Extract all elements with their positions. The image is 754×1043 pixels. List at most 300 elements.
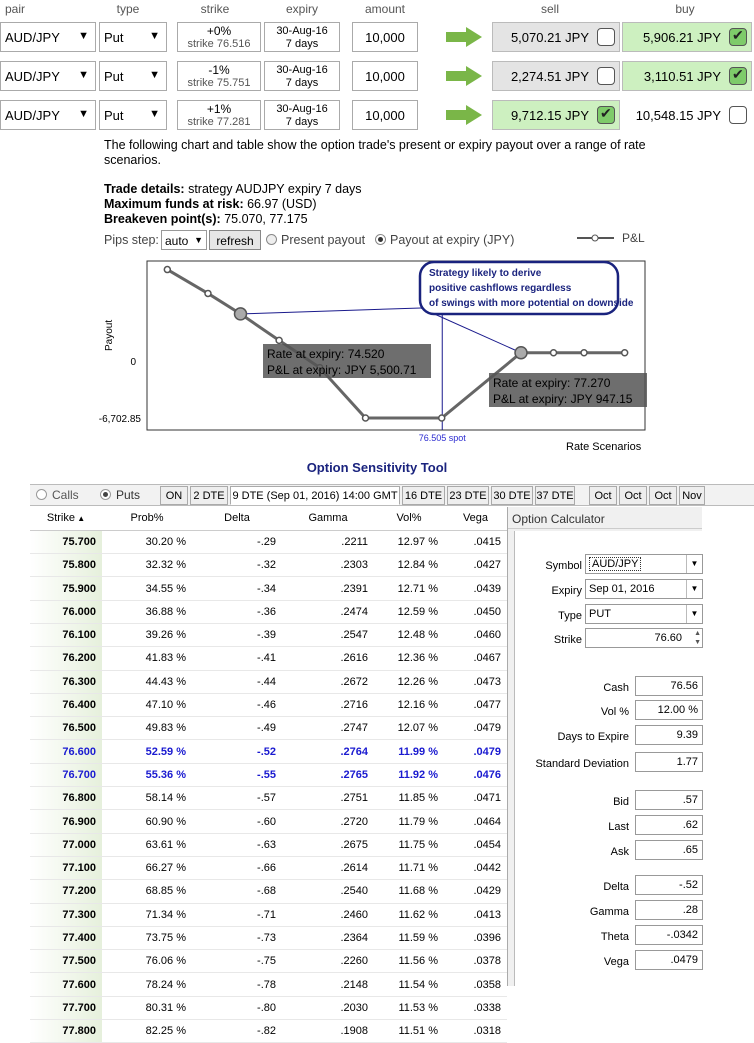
pl-data-point[interactable] — [235, 308, 247, 320]
column-header[interactable]: Vega — [444, 507, 507, 530]
pl-data-point[interactable] — [439, 415, 445, 421]
table-cell: 47.10 % — [102, 693, 192, 716]
table-cell: 12.48 % — [374, 623, 444, 646]
amount-field[interactable]: 10,000 — [352, 22, 418, 52]
table-row[interactable] — [30, 903, 507, 926]
pair-select[interactable]: AUD/JPY ▼ — [0, 100, 96, 130]
table-cell: -.32 — [192, 554, 282, 577]
table-cell: 11.71 % — [374, 856, 444, 879]
table-cell: -.44 — [192, 670, 282, 693]
table-cell: 75.700 — [30, 530, 102, 553]
table-cell: .2747 — [282, 717, 374, 740]
tooltip-text: P&L at expiry: JPY 947.15 — [493, 392, 633, 406]
table-cell: .2260 — [282, 950, 374, 973]
table-cell: .2540 — [282, 880, 374, 903]
table-cell: 77.300 — [30, 903, 102, 926]
table-cell: .2764 — [282, 740, 374, 763]
expiry-date: 30-Aug-16 — [276, 64, 328, 76]
table-row[interactable] — [30, 693, 507, 716]
puts-label: Puts — [116, 488, 141, 502]
annotation-line: Strategy likely to derive — [429, 268, 542, 279]
table-cell: 12.26 % — [374, 670, 444, 693]
table-cell: .0471 — [444, 787, 507, 810]
buy-checkbox[interactable] — [729, 67, 747, 85]
table-cell: .0415 — [444, 530, 507, 553]
table-cell: .0450 — [444, 600, 507, 623]
table-row[interactable] — [30, 670, 507, 693]
table-cell: .2364 — [282, 926, 374, 949]
table-cell: -.46 — [192, 693, 282, 716]
expiry-date: 30-Aug-16 — [276, 25, 328, 37]
table-cell: 73.75 % — [102, 926, 192, 949]
sell-checkbox[interactable] — [597, 106, 615, 124]
delta-field[interactable]: -.52 — [635, 875, 703, 895]
column-header[interactable]: Vol% — [374, 507, 444, 530]
table-cell: .2765 — [282, 763, 374, 786]
table-cell: 76.700 — [30, 763, 102, 786]
buy-price[interactable]: 3,110.51 JPY ✔ — [622, 61, 752, 91]
table-cell: 41.83 % — [102, 647, 192, 670]
expiry-days: 7 days — [285, 38, 319, 50]
expiry-payout-label: Payout at expiry (JPY) — [390, 233, 515, 247]
table-cell: 77.500 — [30, 950, 102, 973]
table-row[interactable] — [30, 833, 507, 856]
tab-30-dte[interactable]: 30 DTE — [491, 486, 533, 505]
gamma-label: Gamma — [589, 906, 629, 918]
gamma-field[interactable]: .28 — [635, 900, 703, 920]
chevron-down-icon: ▼ — [78, 108, 89, 120]
table-cell: 12.59 % — [374, 600, 444, 623]
table-cell: .0396 — [444, 926, 507, 949]
option-calculator — [507, 507, 702, 986]
table-cell: 12.07 % — [374, 717, 444, 740]
table-cell: 76.100 — [30, 623, 102, 646]
table-cell: 12.84 % — [374, 554, 444, 577]
table-cell: -.49 — [192, 717, 282, 740]
table-cell: -.73 — [192, 926, 282, 949]
pl-data-point[interactable] — [363, 415, 369, 421]
table-row[interactable] — [30, 810, 507, 833]
trade-row — [0, 22, 754, 56]
strike-box[interactable] — [177, 22, 261, 52]
trade-details: Trade details: strategy AUDJPY expiry 7 days — [104, 182, 362, 196]
strike-value: strike 76.516 — [187, 38, 251, 50]
chevron-down-icon: ▼ — [149, 69, 160, 81]
tab-16-dte[interactable]: 16 DTE — [402, 486, 445, 505]
table-cell: -.36 — [192, 600, 282, 623]
table-cell: 12.36 % — [374, 647, 444, 670]
table-cell: .0476 — [444, 763, 507, 786]
type-select[interactable]: Put ▼ — [99, 22, 167, 52]
table-cell: 66.27 % — [102, 856, 192, 879]
table-cell: 11.79 % — [374, 810, 444, 833]
calls-radio[interactable] — [36, 489, 47, 500]
calculator-body — [514, 531, 709, 986]
vol-label: Vol % — [600, 706, 629, 718]
table-cell: -.66 — [192, 856, 282, 879]
buy-price[interactable]: 5,906.21 JPY ✔ — [622, 22, 752, 52]
table-cell: .0454 — [444, 833, 507, 856]
strike-box[interactable] — [177, 61, 261, 91]
type-select[interactable]: Put ▼ — [99, 61, 167, 91]
annotation-line: positive cashflows regardless — [429, 283, 572, 294]
last-field[interactable]: .62 — [635, 815, 703, 835]
strike-value: strike 77.281 — [187, 116, 251, 128]
symbol-select[interactable]: AUD/JPY ▼ — [585, 554, 703, 574]
table-cell: -.29 — [192, 530, 282, 553]
expiry-box[interactable] — [264, 100, 340, 130]
strike-percent: +0% — [206, 24, 232, 38]
table-cell: 77.000 — [30, 833, 102, 856]
table-cell: 11.56 % — [374, 950, 444, 973]
table-cell: -.60 — [192, 810, 282, 833]
table-cell: 11.59 % — [374, 926, 444, 949]
table-cell: 11.62 % — [374, 903, 444, 926]
header-buy: buy — [675, 2, 695, 16]
description-text: The following chart and table show the option trade's present or expiry payout over a range of rate scenarios. — [104, 138, 646, 167]
table-cell: .0479 — [444, 717, 507, 740]
table-cell: .2716 — [282, 693, 374, 716]
y-tick-label: 0 — [130, 356, 136, 368]
type-select[interactable]: PUT ▼ — [585, 604, 703, 624]
table-cell: .2148 — [282, 973, 374, 996]
expiry-select[interactable]: Sep 01, 2016 ▼ — [585, 579, 703, 599]
table-cell: 76.06 % — [102, 950, 192, 973]
sell-price[interactable]: 2,274.51 JPY — [492, 61, 620, 91]
column-header[interactable]: Prob% — [102, 507, 192, 530]
table-cell: .0479 — [444, 740, 507, 763]
cash-field[interactable]: 76.56 — [635, 676, 703, 696]
sell-checkbox[interactable] — [597, 28, 615, 46]
breakeven: Breakeven point(s): 75.070, 77.175 — [104, 212, 308, 226]
table-row[interactable] — [30, 996, 507, 1019]
expiry-days: 7 days — [285, 116, 319, 128]
tab-37-dte[interactable]: 37 DTE — [535, 486, 575, 505]
chevron-down-icon: ▼ — [78, 30, 89, 42]
table-cell: .2547 — [282, 623, 374, 646]
calls-label: Calls — [52, 488, 79, 502]
table-cell: 49.83 % — [102, 717, 192, 740]
table-cell: .0464 — [444, 810, 507, 833]
x-axis-label: Rate Scenarios — [566, 441, 642, 453]
table-cell: .0460 — [444, 623, 507, 646]
sell-checkbox[interactable] — [597, 67, 615, 85]
table-cell: 11.53 % — [374, 996, 444, 1019]
refresh-button[interactable]: refresh — [209, 230, 261, 250]
table-cell: .0338 — [444, 996, 507, 1019]
table-cell: 76.500 — [30, 717, 102, 740]
table-row[interactable] — [30, 880, 507, 903]
table-cell: 77.400 — [30, 926, 102, 949]
tab-2-dte[interactable]: 2 DTE — [190, 486, 228, 505]
table-cell: -.63 — [192, 833, 282, 856]
table-cell: .0473 — [444, 670, 507, 693]
pl-data-point[interactable] — [164, 267, 170, 273]
table-cell: 68.85 % — [102, 880, 192, 903]
table-cell: 76.800 — [30, 787, 102, 810]
table-cell: 12.97 % — [374, 530, 444, 553]
table-cell: .2391 — [282, 577, 374, 600]
table-cell: 76.600 — [30, 740, 102, 763]
y-axis-label: Payout — [104, 319, 115, 351]
table-cell: 75.800 — [30, 554, 102, 577]
table-cell: 58.14 % — [102, 787, 192, 810]
tab-oct[interactable]: Oct — [619, 486, 647, 505]
buy-price[interactable]: 10,548.15 JPY — [622, 100, 752, 130]
table-cell: 39.26 % — [102, 623, 192, 646]
type-select[interactable]: Put ▼ — [99, 100, 167, 130]
column-header[interactable]: Strike ▲ — [30, 507, 102, 530]
table-cell: 80.31 % — [102, 996, 192, 1019]
strike-value: strike 75.751 — [187, 77, 251, 89]
chevron-down-icon: ▼ — [149, 30, 160, 42]
table-row[interactable] — [30, 623, 507, 646]
tab-oct[interactable]: Oct — [589, 486, 617, 505]
annotation-line: of swings with more potential on downside — [429, 298, 634, 309]
strike-percent: +1% — [206, 102, 232, 116]
table-cell: .2616 — [282, 647, 374, 670]
payout-chart — [0, 228, 754, 458]
pair-select[interactable]: AUD/JPY ▼ — [0, 61, 96, 91]
calculator-title: Option Calculator — [508, 507, 702, 529]
pips-step-label: Pips step: — [104, 233, 159, 247]
table-cell: .2460 — [282, 903, 374, 926]
table-cell: 11.99 % — [374, 740, 444, 763]
table-cell: 36.88 % — [102, 600, 192, 623]
table-cell: .0318 — [444, 1020, 507, 1043]
pl-data-point[interactable] — [581, 350, 587, 356]
table-cell: 76.200 — [30, 647, 102, 670]
bid-label: Bid — [613, 796, 629, 808]
table-cell: 63.61 % — [102, 833, 192, 856]
chevron-down-icon: ▼ — [686, 555, 702, 573]
tooltip-text: Rate at expiry: 74.520 — [267, 347, 385, 361]
table-row[interactable] — [30, 740, 507, 763]
sd-field[interactable]: 1.77 — [635, 752, 703, 772]
max-funds: Maximum funds at risk: 66.97 (USD) — [104, 197, 317, 211]
chevron-down-icon: ▼ — [78, 69, 89, 81]
sd-label: Standard Deviation — [535, 758, 629, 770]
table-cell: 32.32 % — [102, 554, 192, 577]
table-row[interactable] — [30, 950, 507, 973]
tooltip-text: Rate at expiry: 77.270 — [493, 376, 611, 390]
table-cell: .2211 — [282, 530, 374, 553]
table-cell: 52.59 % — [102, 740, 192, 763]
table-cell: .2614 — [282, 856, 374, 879]
expiry-days: 7 days — [285, 77, 319, 89]
table-cell: -.52 — [192, 740, 282, 763]
table-cell: -.57 — [192, 787, 282, 810]
table-cell: -.68 — [192, 880, 282, 903]
buy-checkbox[interactable] — [729, 28, 747, 46]
dte-tab-bar — [30, 484, 754, 506]
table-row[interactable] — [30, 926, 507, 949]
table-row[interactable] — [30, 856, 507, 879]
expiry-date: 30-Aug-16 — [276, 103, 328, 115]
column-header[interactable]: Gamma — [282, 507, 374, 530]
arrow-right-icon — [446, 27, 482, 47]
pl-data-point[interactable] — [622, 350, 628, 356]
header-strike: strike — [200, 2, 230, 16]
strike-stepper[interactable]: 76.60 ▲ ▼ — [585, 628, 703, 648]
table-cell: -.80 — [192, 996, 282, 1019]
ask-field[interactable]: .65 — [635, 840, 703, 860]
dte-label: Days to Expire — [557, 731, 629, 743]
table-row[interactable] — [30, 717, 507, 740]
arrow-right-icon — [446, 66, 482, 86]
table-row[interactable] — [30, 763, 507, 786]
header-amount: amount — [364, 2, 406, 16]
table-row[interactable] — [30, 1020, 507, 1043]
table-cell: 71.34 % — [102, 903, 192, 926]
trade-row — [0, 100, 754, 134]
table-cell: -.71 — [192, 903, 282, 926]
table-cell: 11.54 % — [374, 973, 444, 996]
dte-field[interactable]: 9.39 — [635, 725, 703, 745]
table-row[interactable] — [30, 787, 507, 810]
vega-field[interactable]: .0479 — [635, 950, 703, 970]
table-cell: -.55 — [192, 763, 282, 786]
table-row[interactable] — [30, 600, 507, 623]
table-cell: .0378 — [444, 950, 507, 973]
last-label: Last — [608, 821, 629, 833]
table-cell: 76.900 — [30, 810, 102, 833]
tool-title: Option Sensitivity Tool — [306, 460, 448, 475]
tab-23-dte[interactable]: 23 DTE — [447, 486, 489, 505]
table-cell: 30.20 % — [102, 530, 192, 553]
trade-row — [0, 61, 754, 95]
header-type: type — [116, 2, 140, 16]
vega-label: Vega — [603, 956, 629, 968]
cash-label: Cash — [603, 682, 629, 694]
tab-oct[interactable]: Oct — [649, 486, 677, 505]
table-cell: .2672 — [282, 670, 374, 693]
vol-field[interactable]: 12.00 % — [635, 700, 703, 720]
pl-data-point[interactable] — [205, 290, 211, 296]
table-cell: .2751 — [282, 787, 374, 810]
table-cell: 44.43 % — [102, 670, 192, 693]
strike-box[interactable] — [177, 100, 261, 130]
table-cell: 55.36 % — [102, 763, 192, 786]
table-cell: 77.700 — [30, 996, 102, 1019]
table-row[interactable] — [30, 530, 507, 553]
column-header[interactable]: Delta — [192, 507, 282, 530]
table-cell: .2720 — [282, 810, 374, 833]
expiry-box[interactable] — [264, 61, 340, 91]
header-sell: sell — [540, 2, 559, 16]
table-cell: 77.200 — [30, 880, 102, 903]
table-row[interactable] — [30, 554, 507, 577]
bid-field[interactable]: .57 — [635, 790, 703, 810]
arrow-right-icon — [446, 105, 482, 125]
table-cell: 76.400 — [30, 693, 102, 716]
table-cell: .1908 — [282, 1020, 374, 1043]
y-tick-label: -6,702.85 — [98, 414, 141, 425]
table-cell: 11.85 % — [374, 787, 444, 810]
table-cell: 82.25 % — [102, 1020, 192, 1043]
tab-nov[interactable]: Nov — [679, 486, 705, 505]
table-cell: .0439 — [444, 577, 507, 600]
delta-label: Delta — [603, 881, 629, 893]
table-cell: -.78 — [192, 973, 282, 996]
header-pair: pair — [4, 2, 25, 16]
header-expiry: expiry — [285, 2, 318, 16]
table-cell: -.34 — [192, 577, 282, 600]
table-cell: 34.55 % — [102, 577, 192, 600]
table-cell: -.39 — [192, 623, 282, 646]
table-row[interactable] — [30, 647, 507, 670]
chevron-down-icon: ▼ — [686, 580, 702, 598]
table-cell: .0467 — [444, 647, 507, 670]
pair-select[interactable]: AUD/JPY ▼ — [0, 22, 96, 52]
table-cell: 11.75 % — [374, 833, 444, 856]
tab-on[interactable]: ON — [160, 486, 188, 505]
table-cell: .0427 — [444, 554, 507, 577]
table-cell: .0429 — [444, 880, 507, 903]
table-cell: .0358 — [444, 973, 507, 996]
table-cell: 11.51 % — [374, 1020, 444, 1043]
table-cell: 11.92 % — [374, 763, 444, 786]
strike-label: Strike — [553, 634, 582, 646]
buy-checkbox[interactable] — [729, 106, 747, 124]
chevron-down-icon: ▼ — [686, 605, 702, 623]
table-cell: .2474 — [282, 600, 374, 623]
pl-data-point[interactable] — [276, 337, 282, 343]
table-cell: 77.600 — [30, 973, 102, 996]
puts-radio[interactable] — [100, 489, 111, 500]
table-cell: -.41 — [192, 647, 282, 670]
table-cell: 77.100 — [30, 856, 102, 879]
table-cell: .0477 — [444, 693, 507, 716]
tooltip-text: P&L at expiry: JPY 5,500.71 — [267, 363, 417, 377]
table-row[interactable] — [30, 577, 507, 600]
spot-label: 76.505 spot — [418, 433, 466, 443]
amount-field[interactable]: 10,000 — [352, 100, 418, 130]
amount-field[interactable]: 10,000 — [352, 61, 418, 91]
table-cell: 76.300 — [30, 670, 102, 693]
table-cell: 76.000 — [30, 600, 102, 623]
tab-9-dte-sep-01-2016-14-00-gmt[interactable]: 9 DTE (Sep 01, 2016) 14:00 GMT — [230, 486, 400, 505]
sensitivity-table — [30, 507, 507, 1043]
table-cell: -.82 — [192, 1020, 282, 1043]
table-cell: 60.90 % — [102, 810, 192, 833]
table-row[interactable] — [30, 973, 507, 996]
theta-label: Theta — [600, 931, 629, 943]
sell-price[interactable]: 9,712.15 JPY ✔ — [492, 100, 620, 130]
strike-percent: -1% — [208, 63, 230, 77]
table-cell: 77.800 — [30, 1020, 102, 1043]
symbol-label: Symbol — [545, 560, 582, 572]
pl-data-point[interactable] — [515, 347, 527, 359]
present-payout-label: Present payout — [281, 233, 366, 247]
legend-label: P&L — [622, 231, 645, 245]
table-cell: 12.71 % — [374, 577, 444, 600]
sell-price[interactable]: 5,070.21 JPY — [492, 22, 620, 52]
table-cell: 12.16 % — [374, 693, 444, 716]
table-cell: -.75 — [192, 950, 282, 973]
table-cell: .2030 — [282, 996, 374, 1019]
chevron-down-icon: ▼ — [149, 108, 160, 120]
table-cell: 75.900 — [30, 577, 102, 600]
theta-field[interactable]: -.0342 — [635, 925, 703, 945]
pips-step-select[interactable]: auto ▼ — [161, 230, 207, 250]
pl-data-point[interactable] — [551, 350, 557, 356]
expiry-box[interactable] — [264, 22, 340, 52]
expiry-label: Expiry — [551, 585, 582, 597]
legend-marker — [592, 235, 598, 241]
type-label: Type — [558, 610, 582, 622]
sort-asc-icon: ▲ — [74, 514, 86, 524]
